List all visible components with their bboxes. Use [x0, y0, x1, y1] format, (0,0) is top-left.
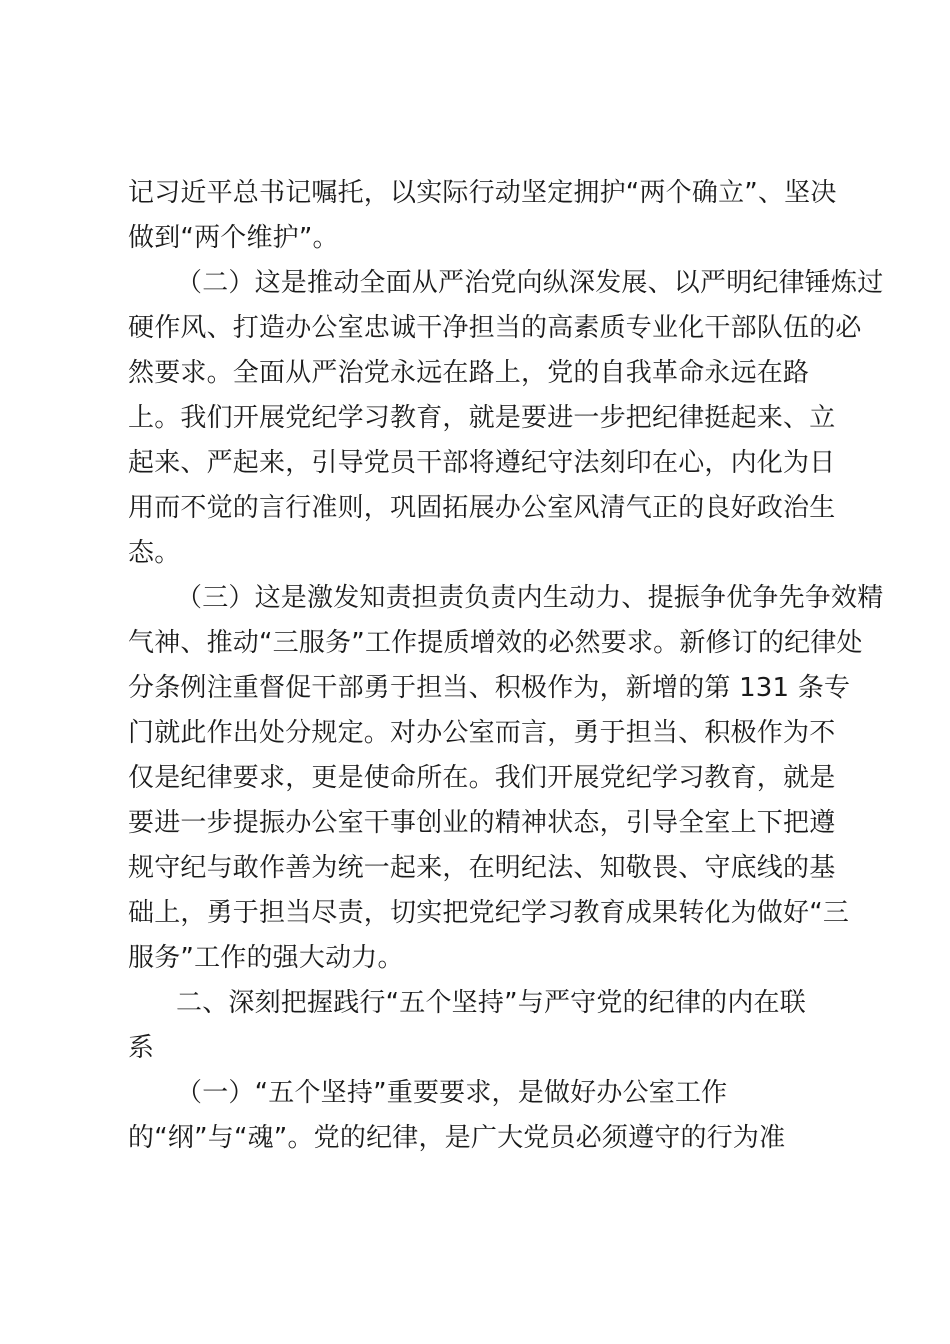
paragraph-4-start: （一）“五个坚持”重要要求，是做好办公室工作 [176, 1078, 728, 1108]
text-line: 态。 [128, 538, 181, 568]
text-line: 分条例注重督促干部勇于担当、积极作为，新增的第 131 条专 [128, 673, 851, 703]
section-heading: 二、深刻把握践行“五个坚持”与严守党的纪律的内在联 [176, 988, 806, 1018]
text-line: 做到“两个维护”。 [128, 223, 339, 253]
text-line: 门就此作出处分规定。对办公室而言，勇于担当、积极作为不 [128, 718, 836, 748]
text-line: 记习近平总书记嘱托，以实际行动坚定拥护“两个确立”、坚决 [128, 178, 837, 208]
text-line: 的“纲”与“魂”。党的纪律，是广大党员必须遵守的行为准 [128, 1123, 786, 1153]
text-line: 规守纪与敢作善为统一起来，在明纪法、知敬畏、守底线的基 [128, 853, 836, 883]
section-heading-continued: 系 [128, 1033, 155, 1063]
text-line: 然要求。全面从严治党永远在路上，党的自我革命永远在路 [128, 358, 810, 388]
text-line: 仅是纪律要求，更是使命所在。我们开展党纪学习教育，就是 [128, 763, 836, 793]
text-line: 要进一步提振办公室干事创业的精神状态，引导全室上下把遵 [128, 808, 836, 838]
text-line: 气神、推动“三服务”工作提质增效的必然要求。新修订的纪律处 [128, 628, 863, 658]
paragraph-2-start: （二）这是推动全面从严治党向纵深发展、以严明纪律锤炼过 [176, 268, 884, 298]
text-line: 上。我们开展党纪学习教育，就是要进一步把纪律挺起来、立 [128, 403, 836, 433]
paragraph-3-start: （三）这是激发知责担责负责内生动力、提振争优争先争效精 [176, 583, 884, 613]
text-line: 起来、严起来，引导党员干部将遵纪守法刻印在心，内化为日 [128, 448, 836, 478]
text-line: 础上，勇于担当尽责，切实把党纪学习教育成果转化为做好“三 [128, 898, 850, 928]
text-line: 硬作风、打造办公室忠诚干净担当的高素质专业化干部队伍的必 [128, 313, 862, 343]
text-line: 用而不觉的言行准则，巩固拓展办公室风清气正的良好政治生 [128, 493, 836, 523]
text-line: 服务”工作的强大动力。 [128, 943, 404, 973]
